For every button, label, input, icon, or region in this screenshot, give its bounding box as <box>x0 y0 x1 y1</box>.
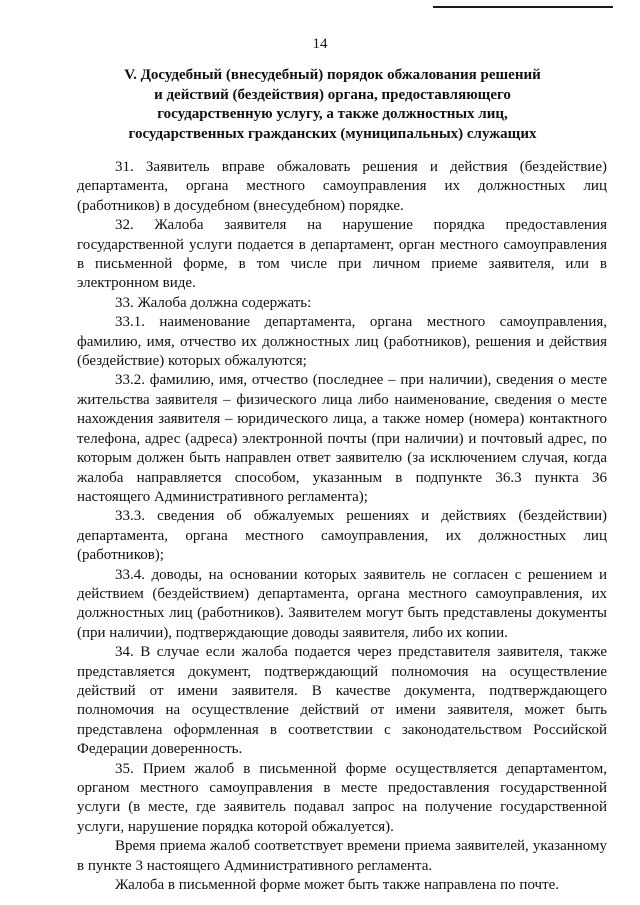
paragraph-33: 33. Жалоба должна содержать: <box>115 294 312 311</box>
paragraph-33-3: 33.3. сведения об обжалуемых решениях и действиях (бездействии) департамента, органа местного самоуправления, их должностных лиц (работников); <box>77 508 607 564</box>
top-rule <box>433 6 613 8</box>
paragraph-reception-time: Время приема жалоб соответствует времени приема заявителей, указанному в пункте 3 настоящего Административного регламента. <box>77 838 607 874</box>
paragraph-mail: Жалоба в письменной форме может быть также направлена по почте. <box>115 877 560 894</box>
paragraph-31: 31. Заявитель вправе обжаловать решения и действия (бездействие) департамента, органа местного самоуправления их должностных лиц (работников) в досудебном (внесудебном) порядке. <box>77 159 607 214</box>
document-body <box>77 158 607 895</box>
paragraph-35: 35. Прием жалоб в письменной форме осуществляется департаментом, органом местного самоуправления в месте предоставления государственной услуги (в месте, где заявитель подавал запрос на получение государственной услуги, нарушение порядка которой обжалуется). <box>77 760 607 835</box>
heading-line: государственную услугу, а также должностных лиц, <box>157 106 508 122</box>
paragraph-32: 32. Жалоба заявителя на нарушение порядка предоставления государственной услуги подается в департамент, орган местного самоуправления в письменной форме, в том числе при личном приеме заявителя, или в электронном виде. <box>77 217 607 292</box>
paragraph-33-2: 33.2. фамилию, имя, отчество (последнее – при наличии), сведения о месте жительства заявителя – физического лица либо наименование, сведения о месте нахождения заявителя – юридического лица, а также номер (номера) контактного телефона, адрес (адреса) электронной почты (при наличии) и почтовый адрес, по которым должен быть направлен ответ заявителю (за исключением случая, когда жалоба направляется способом, указанным в подпункте 36.3 пункта 36 настоящего Административного регламента); <box>77 372 607 505</box>
heading-line: государственных гражданских (муниципальных) служащих <box>128 125 537 142</box>
section-heading <box>60 66 605 144</box>
paragraph-34: 34. В случае если жалоба подается через представителя заявителя, также представляется документ, подтверждающий полномочия на осуществление действий от имени заявителя. В качестве документа, подтверждающего полномочия на осуществление действий от имени заявителя, может быть представлена оформленная в соответствии с законодательством Российской Федерации доверенность. <box>77 644 607 758</box>
paragraph-33-4: 33.4. доводы, на основании которых заявитель не согласен с решением и действием (бездействием) департамента, органа местного самоуправления, их должностных лиц (работников). Заявителем могут быть представлены документы (при наличии), подтверждающие доводы заявителя, либо их копии. <box>77 566 607 641</box>
paragraph-33-1: 33.1. наименование департамента, органа местного самоуправления, фамилию, имя, отчество их должностных лиц (работников), решения и действия (бездействие) которых обжалуются; <box>77 314 607 370</box>
page-number: 14 <box>312 36 328 52</box>
heading-line: V. Досудебный (внесудебный) порядок обжалования решений <box>124 67 541 83</box>
heading-line: и действий (бездействия) органа, предоставляющего <box>154 86 511 103</box>
